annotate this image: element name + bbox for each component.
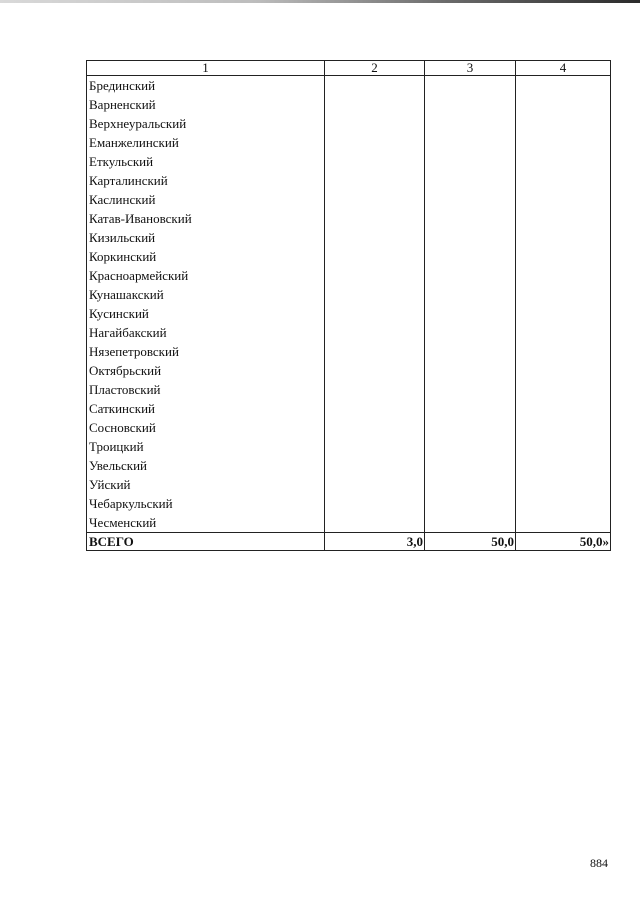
- district-name: Чебаркульский: [87, 494, 325, 513]
- empty-cell-col2: [325, 152, 425, 171]
- district-name: Еткульский: [87, 152, 325, 171]
- empty-cell-col2: [325, 323, 425, 342]
- empty-cell-col2: [325, 304, 425, 323]
- empty-cell-col4: [516, 399, 611, 418]
- district-name: Брединский: [87, 76, 325, 96]
- empty-cell-col2: [325, 361, 425, 380]
- empty-cell-col4: [516, 475, 611, 494]
- empty-cell-col3: [425, 266, 516, 285]
- table-row: [87, 228, 611, 247]
- district-name: Варненский: [87, 95, 325, 114]
- empty-cell-col4: [516, 304, 611, 323]
- empty-cell-col2: [325, 513, 425, 533]
- empty-cell-col4: [516, 285, 611, 304]
- empty-cell-col3: [425, 304, 516, 323]
- empty-cell-col3: [425, 228, 516, 247]
- empty-cell-col4: [516, 513, 611, 533]
- table-row: [87, 266, 611, 285]
- header-cell-2: 2: [325, 61, 425, 76]
- district-name: Коркинский: [87, 247, 325, 266]
- empty-cell-col2: [325, 494, 425, 513]
- empty-cell-col3: [425, 76, 516, 96]
- page-number: 884: [590, 856, 608, 870]
- empty-cell-col2: [325, 114, 425, 133]
- district-name: Саткинский: [87, 399, 325, 418]
- empty-cell-col4: [516, 361, 611, 380]
- total-col3: 50,0: [425, 533, 516, 551]
- district-name: Кизильский: [87, 228, 325, 247]
- table-row: [87, 475, 611, 494]
- total-row: [87, 533, 611, 551]
- table-row: [87, 76, 611, 96]
- empty-cell-col2: [325, 209, 425, 228]
- empty-cell-col4: [516, 171, 611, 190]
- header-cell-3: 3: [425, 61, 516, 76]
- empty-cell-col4: [516, 209, 611, 228]
- empty-cell-col2: [325, 76, 425, 96]
- empty-cell-col3: [425, 361, 516, 380]
- empty-cell-col4: [516, 342, 611, 361]
- table-row: [87, 247, 611, 266]
- empty-cell-col3: [425, 399, 516, 418]
- empty-cell-col4: [516, 95, 611, 114]
- data-table: [86, 60, 611, 551]
- empty-cell-col3: [425, 494, 516, 513]
- empty-cell-col2: [325, 437, 425, 456]
- empty-cell-col4: [516, 380, 611, 399]
- empty-cell-col4: [516, 418, 611, 437]
- district-name: Нагайбакский: [87, 323, 325, 342]
- empty-cell-col2: [325, 285, 425, 304]
- district-name: Увельский: [87, 456, 325, 475]
- table-row: [87, 209, 611, 228]
- empty-cell-col2: [325, 418, 425, 437]
- empty-cell-col2: [325, 266, 425, 285]
- empty-cell-col4: [516, 437, 611, 456]
- district-name: Троицкий: [87, 437, 325, 456]
- district-name: Чесменский: [87, 513, 325, 533]
- table-row: [87, 190, 611, 209]
- empty-cell-col2: [325, 380, 425, 399]
- empty-cell-col2: [325, 475, 425, 494]
- empty-cell-col3: [425, 456, 516, 475]
- empty-cell-col4: [516, 133, 611, 152]
- table-row: [87, 342, 611, 361]
- table-row: [87, 513, 611, 533]
- empty-cell-col3: [425, 209, 516, 228]
- table-row: [87, 399, 611, 418]
- empty-cell-col4: [516, 190, 611, 209]
- total-col2: 3,0: [325, 533, 425, 551]
- header-cell-4: 4: [516, 61, 611, 76]
- empty-cell-col4: [516, 456, 611, 475]
- table-row: [87, 133, 611, 152]
- empty-cell-col2: [325, 133, 425, 152]
- empty-cell-col3: [425, 418, 516, 437]
- empty-cell-col2: [325, 399, 425, 418]
- empty-cell-col3: [425, 95, 516, 114]
- district-name: Каслинский: [87, 190, 325, 209]
- table-body: [87, 76, 611, 551]
- empty-cell-col3: [425, 190, 516, 209]
- empty-cell-col4: [516, 494, 611, 513]
- district-name: Катав-Ивановский: [87, 209, 325, 228]
- table-row: [87, 152, 611, 171]
- district-name: Нязепетровский: [87, 342, 325, 361]
- empty-cell-col2: [325, 456, 425, 475]
- district-name: Карталинский: [87, 171, 325, 190]
- empty-cell-col4: [516, 266, 611, 285]
- district-name: Еманжелинский: [87, 133, 325, 152]
- table-row: [87, 114, 611, 133]
- empty-cell-col2: [325, 190, 425, 209]
- empty-cell-col3: [425, 475, 516, 494]
- empty-cell-col4: [516, 76, 611, 96]
- empty-cell-col2: [325, 228, 425, 247]
- empty-cell-col3: [425, 513, 516, 533]
- table-row: [87, 285, 611, 304]
- district-name: Пластовский: [87, 380, 325, 399]
- empty-cell-col2: [325, 171, 425, 190]
- empty-cell-col4: [516, 323, 611, 342]
- district-name: Сосновский: [87, 418, 325, 437]
- scan-top-edge: [0, 0, 640, 3]
- empty-cell-col4: [516, 152, 611, 171]
- empty-cell-col3: [425, 380, 516, 399]
- empty-cell-col3: [425, 114, 516, 133]
- table-row: [87, 171, 611, 190]
- empty-cell-col3: [425, 285, 516, 304]
- table-row: [87, 494, 611, 513]
- empty-cell-col3: [425, 247, 516, 266]
- empty-cell-col3: [425, 323, 516, 342]
- district-name: Кунашакский: [87, 285, 325, 304]
- empty-cell-col3: [425, 152, 516, 171]
- empty-cell-col3: [425, 171, 516, 190]
- table-row: [87, 361, 611, 380]
- district-name: Красноармейский: [87, 266, 325, 285]
- table-row: [87, 304, 611, 323]
- empty-cell-col4: [516, 114, 611, 133]
- empty-cell-col2: [325, 247, 425, 266]
- table-row: [87, 323, 611, 342]
- district-name: Кусинский: [87, 304, 325, 323]
- empty-cell-col2: [325, 95, 425, 114]
- empty-cell-col3: [425, 133, 516, 152]
- table-row: [87, 456, 611, 475]
- table-row: [87, 95, 611, 114]
- empty-cell-col4: [516, 247, 611, 266]
- table-row: [87, 418, 611, 437]
- header-cell-1: 1: [87, 61, 325, 76]
- district-name: Уйский: [87, 475, 325, 494]
- total-label: ВСЕГО: [87, 533, 325, 551]
- district-name: Октябрьский: [87, 361, 325, 380]
- header-row: [87, 61, 611, 76]
- district-name: Верхнеуральский: [87, 114, 325, 133]
- table-row: [87, 380, 611, 399]
- empty-cell-col2: [325, 342, 425, 361]
- empty-cell-col3: [425, 437, 516, 456]
- empty-cell-col3: [425, 342, 516, 361]
- table-row: [87, 437, 611, 456]
- total-col4: 50,0»: [516, 533, 611, 551]
- empty-cell-col4: [516, 228, 611, 247]
